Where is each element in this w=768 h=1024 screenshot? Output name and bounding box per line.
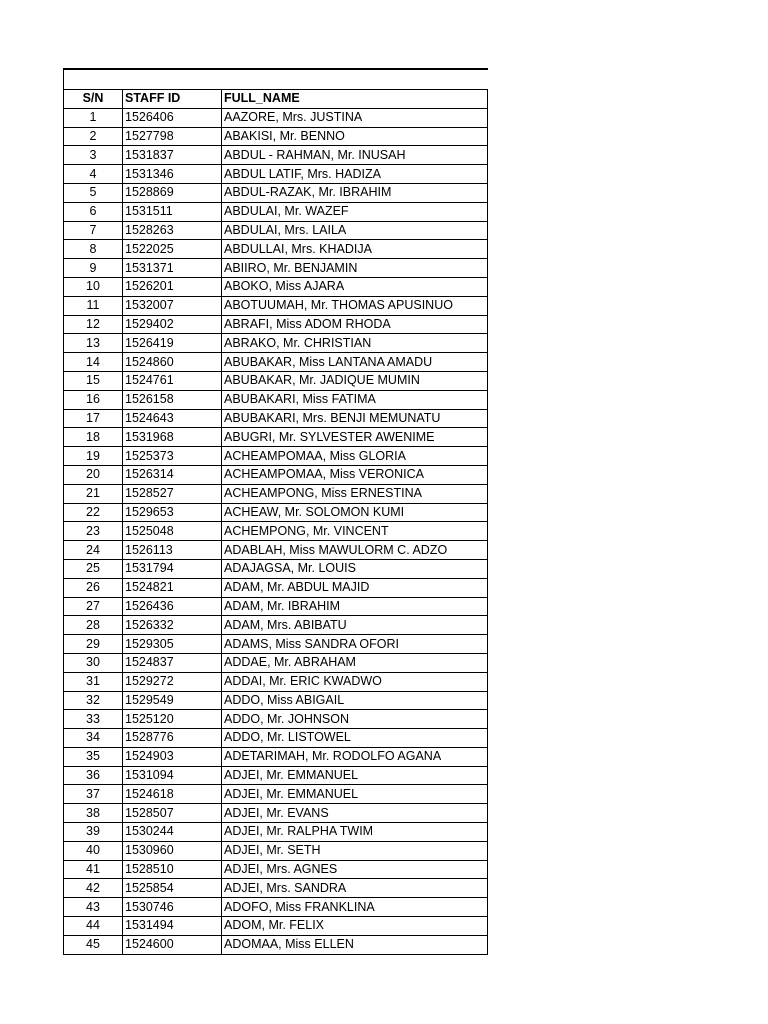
- cell-full-name: ABUBAKAR, Miss LANTANA AMADU: [222, 353, 488, 372]
- cell-sn: 14: [64, 353, 123, 372]
- cell-sn: 20: [64, 465, 123, 484]
- table-row: [64, 315, 488, 334]
- table-row: [64, 823, 488, 842]
- table-row: [64, 785, 488, 804]
- cell-staff-id: 1529272: [123, 672, 222, 691]
- cell-full-name: ABUBAKARI, Mrs. BENJI MEMUNATU: [222, 409, 488, 428]
- table-row: [64, 371, 488, 390]
- staff-sheet: [63, 68, 488, 955]
- table-row: [64, 428, 488, 447]
- table-row: [64, 578, 488, 597]
- cell-sn: 6: [64, 202, 123, 221]
- cell-full-name: ADJEI, Mr. RALPHA TWIM: [222, 823, 488, 842]
- cell-staff-id: 1524618: [123, 785, 222, 804]
- cell-full-name: ADDAI, Mr. ERIC KWADWO: [222, 672, 488, 691]
- cell-full-name: ADAJAGSA, Mr. LOUIS: [222, 559, 488, 578]
- cell-full-name: ABDUL - RAHMAN, Mr. INUSAH: [222, 146, 488, 165]
- cell-sn: 19: [64, 447, 123, 466]
- table-row: [64, 447, 488, 466]
- cell-staff-id: 1524643: [123, 409, 222, 428]
- table-row: [64, 484, 488, 503]
- cell-sn: 3: [64, 146, 123, 165]
- cell-staff-id: 1522025: [123, 240, 222, 259]
- cell-staff-id: 1526436: [123, 597, 222, 616]
- cell-full-name: ABDULAI, Mrs. LAILA: [222, 221, 488, 240]
- cell-full-name: ADAM, Mr. ABDUL MAJID: [222, 578, 488, 597]
- cell-full-name: ABOTUUMAH, Mr. THOMAS APUSINUO: [222, 296, 488, 315]
- cell-full-name: ADDO, Mr. LISTOWEL: [222, 729, 488, 748]
- cell-full-name: ABUBAKARI, Miss FATIMA: [222, 390, 488, 409]
- cell-sn: 41: [64, 860, 123, 879]
- cell-full-name: ACHEAW, Mr. SOLOMON KUMI: [222, 503, 488, 522]
- cell-staff-id: 1531494: [123, 917, 222, 936]
- cell-staff-id: 1525048: [123, 522, 222, 541]
- table-row: [64, 710, 488, 729]
- table-row: [64, 860, 488, 879]
- cell-full-name: ADOFO, Miss FRANKLINA: [222, 898, 488, 917]
- cell-sn: 37: [64, 785, 123, 804]
- cell-full-name: ABAKISI, Mr. BENNO: [222, 127, 488, 146]
- table-row: [64, 165, 488, 184]
- cell-full-name: AAZORE, Mrs. JUSTINA: [222, 108, 488, 127]
- cell-staff-id: 1527798: [123, 127, 222, 146]
- cell-staff-id: 1529549: [123, 691, 222, 710]
- table-row: [64, 766, 488, 785]
- cell-staff-id: 1526158: [123, 390, 222, 409]
- cell-staff-id: 1526201: [123, 277, 222, 296]
- cell-sn: 16: [64, 390, 123, 409]
- cell-sn: 1: [64, 108, 123, 127]
- cell-staff-id: 1528507: [123, 804, 222, 823]
- cell-sn: 31: [64, 672, 123, 691]
- table-row: [64, 653, 488, 672]
- cell-staff-id: 1528776: [123, 729, 222, 748]
- cell-full-name: ABDUL LATIF, Mrs. HADIZA: [222, 165, 488, 184]
- cell-full-name: ADOM, Mr. FELIX: [222, 917, 488, 936]
- cell-staff-id: 1524761: [123, 371, 222, 390]
- cell-full-name: ADETARIMAH, Mr. RODOLFO AGANA: [222, 747, 488, 766]
- cell-full-name: ADJEI, Mrs. SANDRA: [222, 879, 488, 898]
- table-row: [64, 541, 488, 560]
- cell-full-name: ABDUL-RAZAK, Mr. IBRAHIM: [222, 183, 488, 202]
- sheet-top-border: [63, 68, 488, 89]
- cell-sn: 40: [64, 841, 123, 860]
- cell-sn: 45: [64, 935, 123, 954]
- table-row: [64, 202, 488, 221]
- table-row: [64, 503, 488, 522]
- cell-sn: 17: [64, 409, 123, 428]
- cell-staff-id: 1526332: [123, 616, 222, 635]
- header-staff-id: STAFF ID: [123, 90, 222, 109]
- cell-staff-id: 1524903: [123, 747, 222, 766]
- cell-sn: 44: [64, 917, 123, 936]
- cell-full-name: ADJEI, Mr. EVANS: [222, 804, 488, 823]
- cell-full-name: ACHEMPONG, Mr. VINCENT: [222, 522, 488, 541]
- table-row: [64, 465, 488, 484]
- cell-full-name: ABUGRI, Mr. SYLVESTER AWENIME: [222, 428, 488, 447]
- cell-full-name: ADAM, Mr. IBRAHIM: [222, 597, 488, 616]
- cell-staff-id: 1524860: [123, 353, 222, 372]
- cell-full-name: ADJEI, Mr. EMMANUEL: [222, 766, 488, 785]
- table-row: [64, 127, 488, 146]
- cell-staff-id: 1526406: [123, 108, 222, 127]
- table-row: [64, 879, 488, 898]
- table-row: [64, 259, 488, 278]
- cell-staff-id: 1531511: [123, 202, 222, 221]
- table-row: [64, 691, 488, 710]
- table-row: [64, 296, 488, 315]
- table-body: [64, 108, 488, 954]
- cell-staff-id: 1530960: [123, 841, 222, 860]
- table-row: [64, 221, 488, 240]
- cell-full-name: ACHEAMPONG, Miss ERNESTINA: [222, 484, 488, 503]
- table-row: [64, 409, 488, 428]
- cell-staff-id: 1532007: [123, 296, 222, 315]
- cell-sn: 7: [64, 221, 123, 240]
- cell-full-name: ABDULAI, Mr. WAZEF: [222, 202, 488, 221]
- table-row: [64, 390, 488, 409]
- cell-full-name: ABIIRO, Mr. BENJAMIN: [222, 259, 488, 278]
- header-sn: S/N: [64, 90, 123, 109]
- cell-staff-id: 1529402: [123, 315, 222, 334]
- cell-staff-id: 1524821: [123, 578, 222, 597]
- cell-staff-id: 1531371: [123, 259, 222, 278]
- cell-sn: 39: [64, 823, 123, 842]
- table-row: [64, 277, 488, 296]
- cell-staff-id: 1524837: [123, 653, 222, 672]
- cell-full-name: ACHEAMPOMAA, Miss GLORIA: [222, 447, 488, 466]
- staff-table: [63, 89, 488, 955]
- table-row: [64, 616, 488, 635]
- cell-full-name: ADJEI, Mrs. AGNES: [222, 860, 488, 879]
- cell-staff-id: 1525373: [123, 447, 222, 466]
- cell-staff-id: 1526419: [123, 334, 222, 353]
- cell-staff-id: 1531346: [123, 165, 222, 184]
- cell-sn: 42: [64, 879, 123, 898]
- table-row: [64, 183, 488, 202]
- cell-sn: 32: [64, 691, 123, 710]
- cell-full-name: ADOMAA, Miss ELLEN: [222, 935, 488, 954]
- cell-staff-id: 1528869: [123, 183, 222, 202]
- cell-sn: 28: [64, 616, 123, 635]
- cell-sn: 12: [64, 315, 123, 334]
- cell-staff-id: 1526113: [123, 541, 222, 560]
- cell-full-name: ADAM, Mrs. ABIBATU: [222, 616, 488, 635]
- cell-full-name: ABOKO, Miss AJARA: [222, 277, 488, 296]
- cell-sn: 24: [64, 541, 123, 560]
- cell-sn: 23: [64, 522, 123, 541]
- cell-full-name: ADAMS, Miss SANDRA OFORI: [222, 635, 488, 654]
- cell-full-name: ADABLAH, Miss MAWULORM C. ADZO: [222, 541, 488, 560]
- cell-staff-id: 1528527: [123, 484, 222, 503]
- table-row: [64, 334, 488, 353]
- table-row: [64, 597, 488, 616]
- cell-sn: 4: [64, 165, 123, 184]
- cell-full-name: ADDAE, Mr. ABRAHAM: [222, 653, 488, 672]
- cell-sn: 29: [64, 635, 123, 654]
- cell-sn: 9: [64, 259, 123, 278]
- cell-sn: 21: [64, 484, 123, 503]
- cell-full-name: ABUBAKAR, Mr. JADIQUE MUMIN: [222, 371, 488, 390]
- table-row: [64, 841, 488, 860]
- cell-sn: 5: [64, 183, 123, 202]
- cell-full-name: ADDO, Mr. JOHNSON: [222, 710, 488, 729]
- cell-staff-id: 1528510: [123, 860, 222, 879]
- cell-full-name: ABDULLAI, Mrs. KHADIJA: [222, 240, 488, 259]
- cell-sn: 2: [64, 127, 123, 146]
- cell-sn: 8: [64, 240, 123, 259]
- cell-staff-id: 1531837: [123, 146, 222, 165]
- table-row: [64, 935, 488, 954]
- cell-sn: 33: [64, 710, 123, 729]
- table-row: [64, 672, 488, 691]
- header-full-name: FULL_NAME: [222, 90, 488, 109]
- cell-sn: 43: [64, 898, 123, 917]
- table-row: [64, 804, 488, 823]
- table-row: [64, 146, 488, 165]
- cell-full-name: ABRAFI, Miss ADOM RHODA: [222, 315, 488, 334]
- cell-staff-id: 1531968: [123, 428, 222, 447]
- table-row: [64, 559, 488, 578]
- cell-full-name: ADDO, Miss ABIGAIL: [222, 691, 488, 710]
- cell-full-name: ABRAKO, Mr. CHRISTIAN: [222, 334, 488, 353]
- table-row: [64, 108, 488, 127]
- cell-full-name: ADJEI, Mr. EMMANUEL: [222, 785, 488, 804]
- table-row: [64, 729, 488, 748]
- cell-sn: 35: [64, 747, 123, 766]
- cell-sn: 34: [64, 729, 123, 748]
- cell-sn: 22: [64, 503, 123, 522]
- cell-staff-id: 1524600: [123, 935, 222, 954]
- cell-sn: 38: [64, 804, 123, 823]
- cell-sn: 15: [64, 371, 123, 390]
- table-row: [64, 635, 488, 654]
- cell-sn: 36: [64, 766, 123, 785]
- cell-staff-id: 1529653: [123, 503, 222, 522]
- cell-sn: 18: [64, 428, 123, 447]
- table-row: [64, 747, 488, 766]
- table-row: [64, 240, 488, 259]
- cell-full-name: ACHEAMPOMAA, Miss VERONICA: [222, 465, 488, 484]
- cell-sn: 27: [64, 597, 123, 616]
- cell-staff-id: 1528263: [123, 221, 222, 240]
- cell-staff-id: 1525120: [123, 710, 222, 729]
- cell-staff-id: 1526314: [123, 465, 222, 484]
- table-row: [64, 353, 488, 372]
- table-row: [64, 522, 488, 541]
- cell-full-name: ADJEI, Mr. SETH: [222, 841, 488, 860]
- cell-staff-id: 1530244: [123, 823, 222, 842]
- table-row: [64, 917, 488, 936]
- cell-staff-id: 1525854: [123, 879, 222, 898]
- header-row: [64, 90, 488, 109]
- cell-sn: 13: [64, 334, 123, 353]
- table-row: [64, 898, 488, 917]
- cell-staff-id: 1531094: [123, 766, 222, 785]
- cell-staff-id: 1529305: [123, 635, 222, 654]
- cell-staff-id: 1530746: [123, 898, 222, 917]
- cell-sn: 26: [64, 578, 123, 597]
- cell-sn: 11: [64, 296, 123, 315]
- cell-staff-id: 1531794: [123, 559, 222, 578]
- cell-sn: 25: [64, 559, 123, 578]
- cell-sn: 10: [64, 277, 123, 296]
- cell-sn: 30: [64, 653, 123, 672]
